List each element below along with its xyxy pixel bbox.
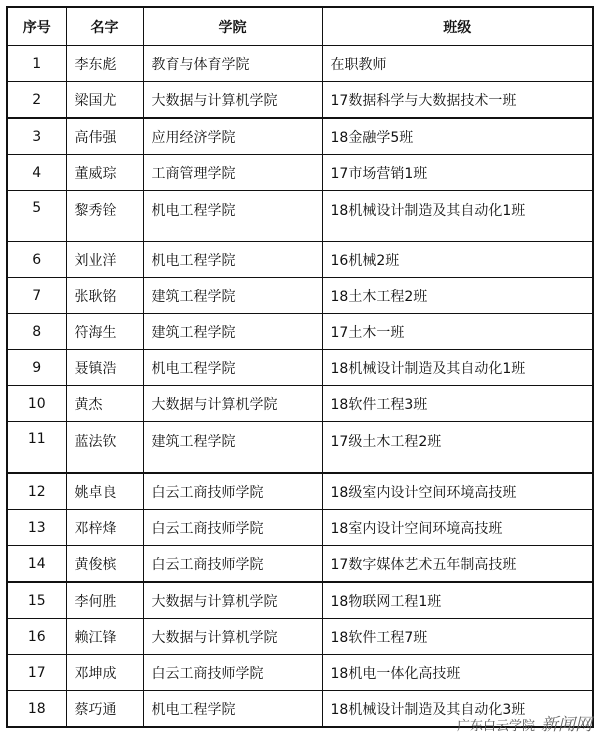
watermark bbox=[457, 710, 592, 735]
row-name: 蓝法钦 bbox=[66, 422, 143, 474]
row-name: 李何胜 bbox=[66, 582, 143, 619]
row-college: 大数据与计算机学院 bbox=[143, 82, 322, 119]
row-index: 17 bbox=[7, 655, 66, 691]
roster-table bbox=[6, 6, 594, 728]
row-college: 机电工程学院 bbox=[143, 350, 322, 386]
row-class: 17市场营销1班 bbox=[322, 155, 593, 191]
row-name: 董威琮 bbox=[66, 155, 143, 191]
row-class: 18软件工程7班 bbox=[322, 619, 593, 655]
table-row bbox=[7, 655, 593, 691]
row-college: 大数据与计算机学院 bbox=[143, 582, 322, 619]
row-index: 16 bbox=[7, 619, 66, 655]
row-index: 3 bbox=[7, 118, 66, 155]
header-college: 学院 bbox=[143, 7, 322, 46]
table-row bbox=[7, 386, 593, 422]
row-college: 教育与体育学院 bbox=[143, 46, 322, 82]
row-index: 12 bbox=[7, 473, 66, 510]
row-class: 18机械设计制造及其自动化3班 bbox=[322, 691, 593, 728]
row-class: 18机电一体化高技班 bbox=[322, 655, 593, 691]
row-college: 大数据与计算机学院 bbox=[143, 386, 322, 422]
row-college: 建筑工程学院 bbox=[143, 278, 322, 314]
row-name: 黎秀铨 bbox=[66, 191, 143, 242]
row-index: 11 bbox=[7, 422, 66, 474]
table-row bbox=[7, 155, 593, 191]
row-college: 白云工商技师学院 bbox=[143, 655, 322, 691]
row-class: 17土木一班 bbox=[322, 314, 593, 350]
table-row bbox=[7, 242, 593, 278]
row-class: 16机械2班 bbox=[322, 242, 593, 278]
row-name: 李东彪 bbox=[66, 46, 143, 82]
row-class: 18物联网工程1班 bbox=[322, 582, 593, 619]
row-name: 黄杰 bbox=[66, 386, 143, 422]
row-college: 机电工程学院 bbox=[143, 191, 322, 242]
table-row bbox=[7, 314, 593, 350]
header-class: 班级 bbox=[322, 7, 593, 46]
row-class: 18金融学5班 bbox=[322, 118, 593, 155]
row-name: 邓坤成 bbox=[66, 655, 143, 691]
table-row bbox=[7, 46, 593, 82]
row-class: 在职教师 bbox=[322, 46, 593, 82]
table-row bbox=[7, 118, 593, 155]
table-row bbox=[7, 582, 593, 619]
row-college: 应用经济学院 bbox=[143, 118, 322, 155]
table-header-row bbox=[7, 7, 593, 46]
row-index: 18 bbox=[7, 691, 66, 728]
row-name: 黄俊槟 bbox=[66, 546, 143, 583]
header-name: 名字 bbox=[66, 7, 143, 46]
row-name: 刘业洋 bbox=[66, 242, 143, 278]
table-row bbox=[7, 510, 593, 546]
row-class: 18室内设计空间环境高技班 bbox=[322, 510, 593, 546]
header-index: 序号 bbox=[7, 7, 66, 46]
row-index: 5 bbox=[7, 191, 66, 242]
row-name: 聂镇浩 bbox=[66, 350, 143, 386]
row-name: 赖江锋 bbox=[66, 619, 143, 655]
row-college: 机电工程学院 bbox=[143, 242, 322, 278]
row-college: 大数据与计算机学院 bbox=[143, 619, 322, 655]
row-name: 梁国尤 bbox=[66, 82, 143, 119]
table-row bbox=[7, 350, 593, 386]
table-row bbox=[7, 473, 593, 510]
row-index: 1 bbox=[7, 46, 66, 82]
row-name: 蔡巧通 bbox=[66, 691, 143, 728]
row-index: 10 bbox=[7, 386, 66, 422]
row-college: 建筑工程学院 bbox=[143, 314, 322, 350]
row-name: 邓梓烽 bbox=[66, 510, 143, 546]
table-row bbox=[7, 278, 593, 314]
row-name: 张耿铭 bbox=[66, 278, 143, 314]
row-college: 白云工商技师学院 bbox=[143, 473, 322, 510]
row-index: 6 bbox=[7, 242, 66, 278]
watermark-org: 广东白云学院 bbox=[456, 719, 535, 734]
row-college: 建筑工程学院 bbox=[143, 422, 322, 474]
row-college: 白云工商技师学院 bbox=[143, 510, 322, 546]
table-row bbox=[7, 422, 593, 474]
row-class: 18土木工程2班 bbox=[322, 278, 593, 314]
row-index: 15 bbox=[7, 582, 66, 619]
row-class: 18级室内设计空间环境高技班 bbox=[322, 473, 593, 510]
table-row bbox=[7, 619, 593, 655]
row-class: 17数据科学与大数据技术一班 bbox=[322, 82, 593, 119]
row-class: 18软件工程3班 bbox=[322, 386, 593, 422]
row-class: 18机械设计制造及其自动化1班 bbox=[322, 191, 593, 242]
row-index: 14 bbox=[7, 546, 66, 583]
row-name: 高伟强 bbox=[66, 118, 143, 155]
row-index: 7 bbox=[7, 278, 66, 314]
row-index: 8 bbox=[7, 314, 66, 350]
row-name: 姚卓良 bbox=[66, 473, 143, 510]
row-index: 4 bbox=[7, 155, 66, 191]
table-row bbox=[7, 546, 593, 583]
row-name: 符海生 bbox=[66, 314, 143, 350]
watermark-brand: 新闻网 bbox=[541, 715, 592, 735]
row-index: 2 bbox=[7, 82, 66, 119]
row-index: 13 bbox=[7, 510, 66, 546]
row-college: 白云工商技师学院 bbox=[143, 546, 322, 583]
table-row bbox=[7, 82, 593, 119]
row-class: 18机械设计制造及其自动化1班 bbox=[322, 350, 593, 386]
row-class: 17级土木工程2班 bbox=[322, 422, 593, 474]
row-index: 9 bbox=[7, 350, 66, 386]
row-college: 机电工程学院 bbox=[143, 691, 322, 728]
row-class: 17数字媒体艺术五年制高技班 bbox=[322, 546, 593, 583]
table-row bbox=[7, 191, 593, 242]
row-college: 工商管理学院 bbox=[143, 155, 322, 191]
